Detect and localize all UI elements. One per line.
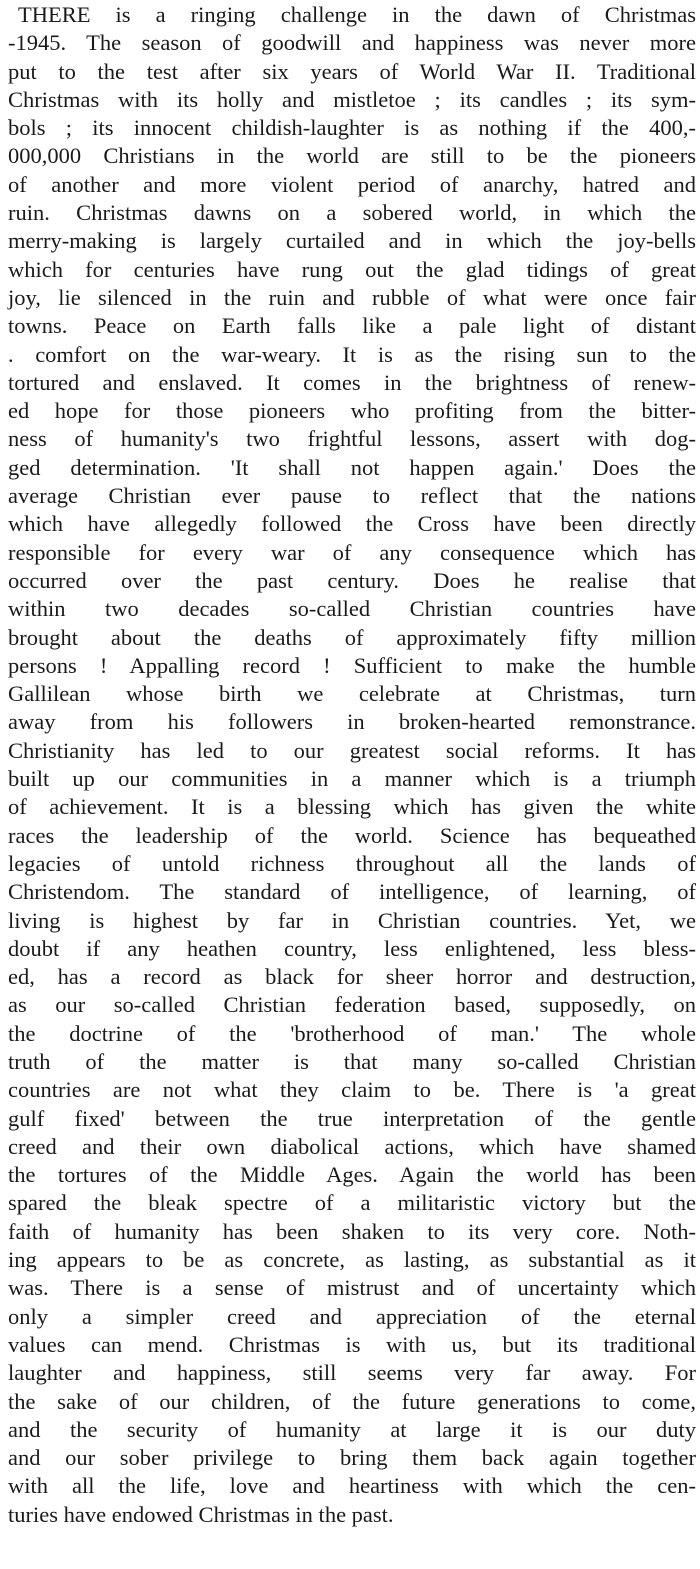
article-line: legacies of untold richness throughout all the lands of xyxy=(8,850,696,876)
article-line: as our so-called Christian federation based, supposedly, on xyxy=(8,992,696,1018)
article-line: which for centuries have rung out the glad tidings of great xyxy=(8,256,696,282)
article-line: joy, lie silenced in the ruin and rubble of what were once fair xyxy=(8,284,696,310)
article-line: of achievement. It is a blessing which has given the white xyxy=(8,794,696,820)
article-line: -1945. The season of goodwill and happiness was never more xyxy=(8,30,696,56)
article-line: responsible for every war of any consequence which has xyxy=(8,539,696,565)
article-line: Christianity has led to our greatest social reforms. It has xyxy=(8,737,696,763)
article-line: spared the bleak spectre of a militaristic victory but the xyxy=(8,1190,696,1216)
article-line: bols ; its innocent childish-laughter is as nothing if the 400,- xyxy=(8,115,696,141)
article-line: ness of humanity's two frightful lessons, assert with dog- xyxy=(8,426,696,452)
article-line: and the security of humanity at large it is our duty xyxy=(8,1416,696,1442)
article-line: occurred over the past century. Does he realise that xyxy=(8,567,696,593)
article-line: the doctrine of the 'brotherhood of man.' The whole xyxy=(8,1020,696,1046)
article-line: with all the life, love and heartiness with which the cen- xyxy=(8,1473,696,1499)
article-line: ing appears to be as concrete, as lasting, as substantial as it xyxy=(8,1247,696,1273)
article-line: 000,000 Christians in the world are still to be the pioneers xyxy=(8,143,696,169)
article-line: laughter and happiness, still seems very far away. For xyxy=(8,1360,696,1386)
article-line: away from his followers in broken-hearted remonstrance. xyxy=(8,709,696,735)
article-line: ruin. Christmas dawns on a sobered world, in which the xyxy=(8,200,696,226)
article-line: Gallilean whose birth we celebrate at Christmas, turn xyxy=(8,681,696,707)
article-line: the sake of our children, of the future generations to come, xyxy=(8,1388,696,1414)
article-line: merry-making is largely curtailed and in which the joy-bells xyxy=(8,228,696,254)
article-line: . comfort on the war-weary. It is as the rising sun to the xyxy=(8,341,696,367)
article-line: which have allegedly followed the Cross have been directly xyxy=(8,511,696,537)
article-line: the tortures of the Middle Ages. Again the world has been xyxy=(8,1162,696,1188)
article-line: ed, has a record as black for sheer horror and destruction, xyxy=(8,964,696,990)
article-line: living is highest by far in Christian countries. Yet, we xyxy=(8,907,696,933)
article-line: turies have endowed Christmas in the past. xyxy=(8,1501,394,1527)
article-line: of another and more violent period of anarchy, hatred and xyxy=(8,171,696,197)
article-line: within two decades so-called Christian countries have xyxy=(8,596,696,622)
article-line: persons ! Appalling record ! Sufficient to make the humble xyxy=(8,652,696,678)
article-line: towns. Peace on Earth falls like a pale light of distant xyxy=(8,313,696,339)
article-line: built up our communities in a manner which is a triumph xyxy=(8,766,696,792)
article-line: Christendom. The standard of intelligence, of learning, of xyxy=(8,879,696,905)
article-line: races the leadership of the world. Science has bequeathed xyxy=(8,822,696,848)
article-line: only a simpler creed and appreciation of the eternal xyxy=(8,1303,696,1329)
article-line: THERE is a ringing challenge in the dawn of Christmas xyxy=(18,2,696,27)
article-line: tortured and enslaved. It comes in the brightness of renew- xyxy=(8,369,696,395)
article-line: truth of the matter is that many so-called Christian xyxy=(8,1048,696,1074)
article-line: ed hope for those pioneers who profiting from the bitter- xyxy=(8,398,696,424)
article-line: average Christian ever pause to reflect that the nations xyxy=(8,483,696,509)
article-line: doubt if any heathen country, less enlightened, less bless- xyxy=(8,935,696,961)
article-line: was. There is a sense of mistrust and of uncertainty which xyxy=(8,1275,696,1301)
article-line: countries are not what they claim to be. There is 'a great xyxy=(8,1077,696,1103)
article-line: faith of humanity has been shaken to its very core. Noth- xyxy=(8,1218,696,1244)
article-line: Christmas with its holly and mistletoe ; its candles ; its sym- xyxy=(8,86,696,112)
article-line: gulf fixed' between the true interpretation of the gentle xyxy=(8,1105,696,1131)
article-line: and our sober privilege to bring them back again together xyxy=(8,1445,696,1471)
article-line: creed and their own diabolical actions, which have shamed xyxy=(8,1133,696,1159)
article-line: put to the test after six years of World War II. Traditional xyxy=(8,58,696,84)
article-column xyxy=(8,1,696,1529)
article-line: brought about the deaths of approximately fifty million xyxy=(8,624,696,650)
article-line: ged determination. 'It shall not happen again.' Does the xyxy=(8,454,696,480)
article-line: values can mend. Christmas is with us, but its traditional xyxy=(8,1331,696,1357)
